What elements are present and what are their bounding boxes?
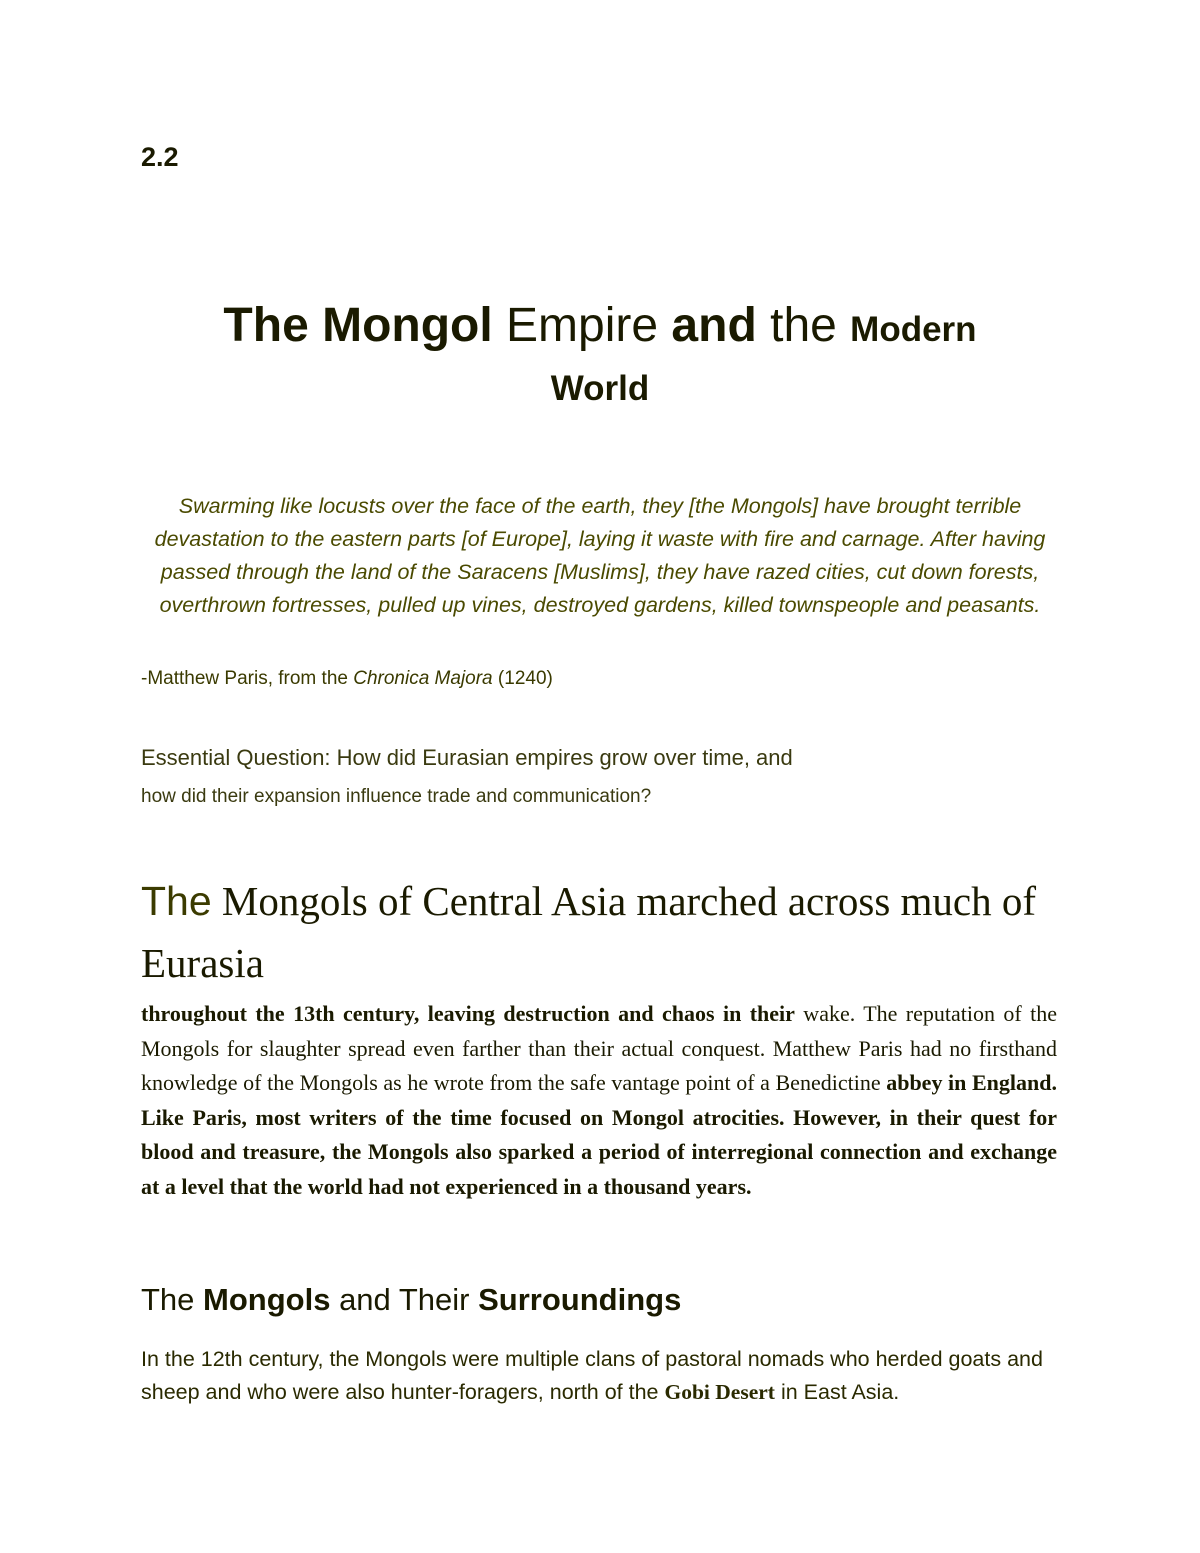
title-line-2: World (550, 369, 650, 408)
subheading-part-3: and Their (330, 1282, 479, 1317)
section-heading-lead: The (141, 878, 212, 924)
attribution-prefix: -Matthew Paris, from the (141, 668, 354, 689)
essential-question-line-1: Essential Question: How did Eurasian empires grow over time, and (141, 745, 793, 770)
subheading-part-2: Mongols (203, 1282, 331, 1317)
paragraph-2 (141, 1343, 1057, 1409)
paragraph-2-end: in East Asia. (774, 1380, 900, 1404)
page-title (150, 296, 1050, 414)
epigraph-attribution (141, 668, 553, 690)
paragraph-2-place: Gobi Desert (664, 1380, 775, 1404)
section-heading-rest: Mongols of Central Asia marched across much of Eurasia (141, 878, 1037, 986)
attribution-source: Chronica Majora (353, 668, 493, 689)
section-heading (141, 870, 1061, 994)
paragraph-2-text: In the 12th century, the Mongols were multiple clans of pastoral nomads who herded goats and sheep and who were also hunter-foragers, north of the (141, 1347, 1043, 1404)
title-part-5: Modern (850, 310, 977, 349)
title-part-2: Empire (492, 299, 672, 352)
title-part-3: and (671, 299, 757, 352)
title-part-1: The Mongol (223, 299, 493, 352)
intro-paragraph (141, 997, 1057, 1204)
subheading (141, 1282, 681, 1318)
essential-question-line-2: how did their expansion influence trade and communication? (141, 786, 652, 807)
attribution-year: (1240) (492, 668, 553, 689)
epigraph-quote: Swarming like locusts over the face of the earth, they [the Mongols] have brought terrible devastation to the eastern parts [of Europe], laying it waste with fire and carnage. After having passed through the land of the Saracens [Muslims], they have razed cities, cut down forests, overthrown fortresses, pulled up vines, destroyed gardens, killed townspeople and peasants. (154, 494, 1046, 617)
title-part-4: the (756, 299, 851, 352)
intro-paragraph-lead: throughout the 13th century, leaving destruction and chaos in their (141, 1001, 795, 1026)
subheading-part-4: Surroundings (478, 1282, 682, 1317)
subheading-part-1: The (141, 1282, 204, 1317)
intro-paragraph-middle: wake. The reputation of the Mongols for slaughter spread even farther than their actual conquest. Matthew Paris had no firsthand knowledge of the Mongols as he wrote from the safe vantage point of a Benedictine (141, 1001, 1057, 1095)
intro-paragraph-tail: abbey in England. Like Paris, most writers of the time focused on Mongol atrocities. However, in their quest for blood and treasure, the Mongols also sparked a period of interregional connection and exchange at a level that the world had not experienced in a thousand years. (141, 1070, 1058, 1199)
section-number: 2.2 (141, 142, 179, 172)
